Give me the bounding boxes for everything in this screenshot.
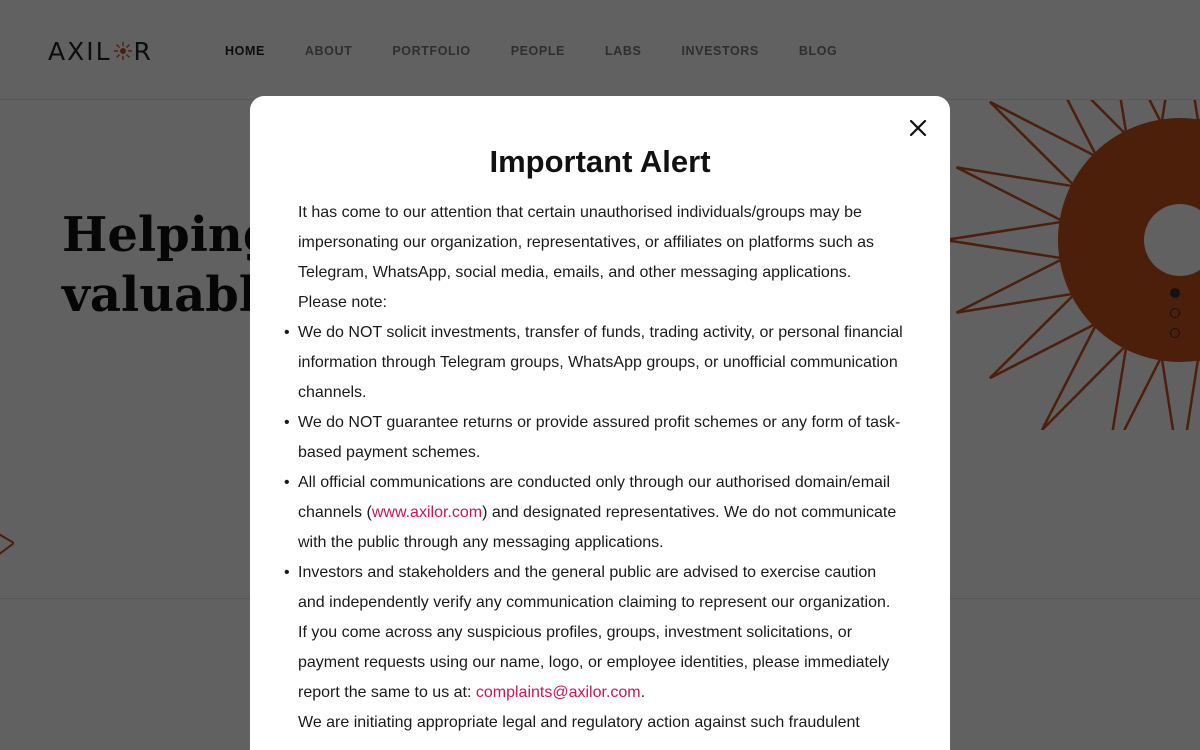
complaints-email-link[interactable]: complaints@axilor.com [475,684,641,701]
report-paragraph [298,618,904,708]
website-link[interactable]: www.axilor.com [371,504,483,521]
list-item: • Investors and stakeholders and the general public are advised to exercise caution and independently verify any communication claiming to represent our organization. [298,558,904,618]
close-icon[interactable] [906,116,930,140]
notice-list [298,318,904,618]
report-before: If you come across any suspicious profiles, groups, investment solicitations, or payment requests using our name, logo, or employee identities, please immediately report the same to us at: [298,624,890,701]
intro-paragraph: It has come to our attention that certain unauthorised individuals/groups may be impersonating our organization, representatives, or affiliates on platforms such as Telegram, WhatsApp, social media, emails, and other messaging applications. [298,204,875,281]
list-item: • We do NOT guarantee returns or provide assured profit schemes or any form of task-based payment schemes. [298,408,904,468]
trailing-paragraph: We are initiating appropriate legal and regulatory action against such fraudulent [298,714,860,731]
note-label: Please note: [298,294,387,311]
modal-content [298,198,904,738]
report-after: . [640,684,646,701]
bullet3-before: All official communications are conducted only through our authorised domain/email channels ( [298,474,891,521]
list-item: • We do NOT solicit investments, transfer of funds, trading activity, or personal financial information through Telegram groups, WhatsApp groups, or unofficial communication channels. [298,318,904,408]
important-alert-modal [250,96,950,750]
bullet3-after: ) and designated representatives. We do not communicate with the public through any messaging applications. [298,504,897,551]
modal-title: Important Alert [489,144,711,179]
list-item [298,468,904,558]
